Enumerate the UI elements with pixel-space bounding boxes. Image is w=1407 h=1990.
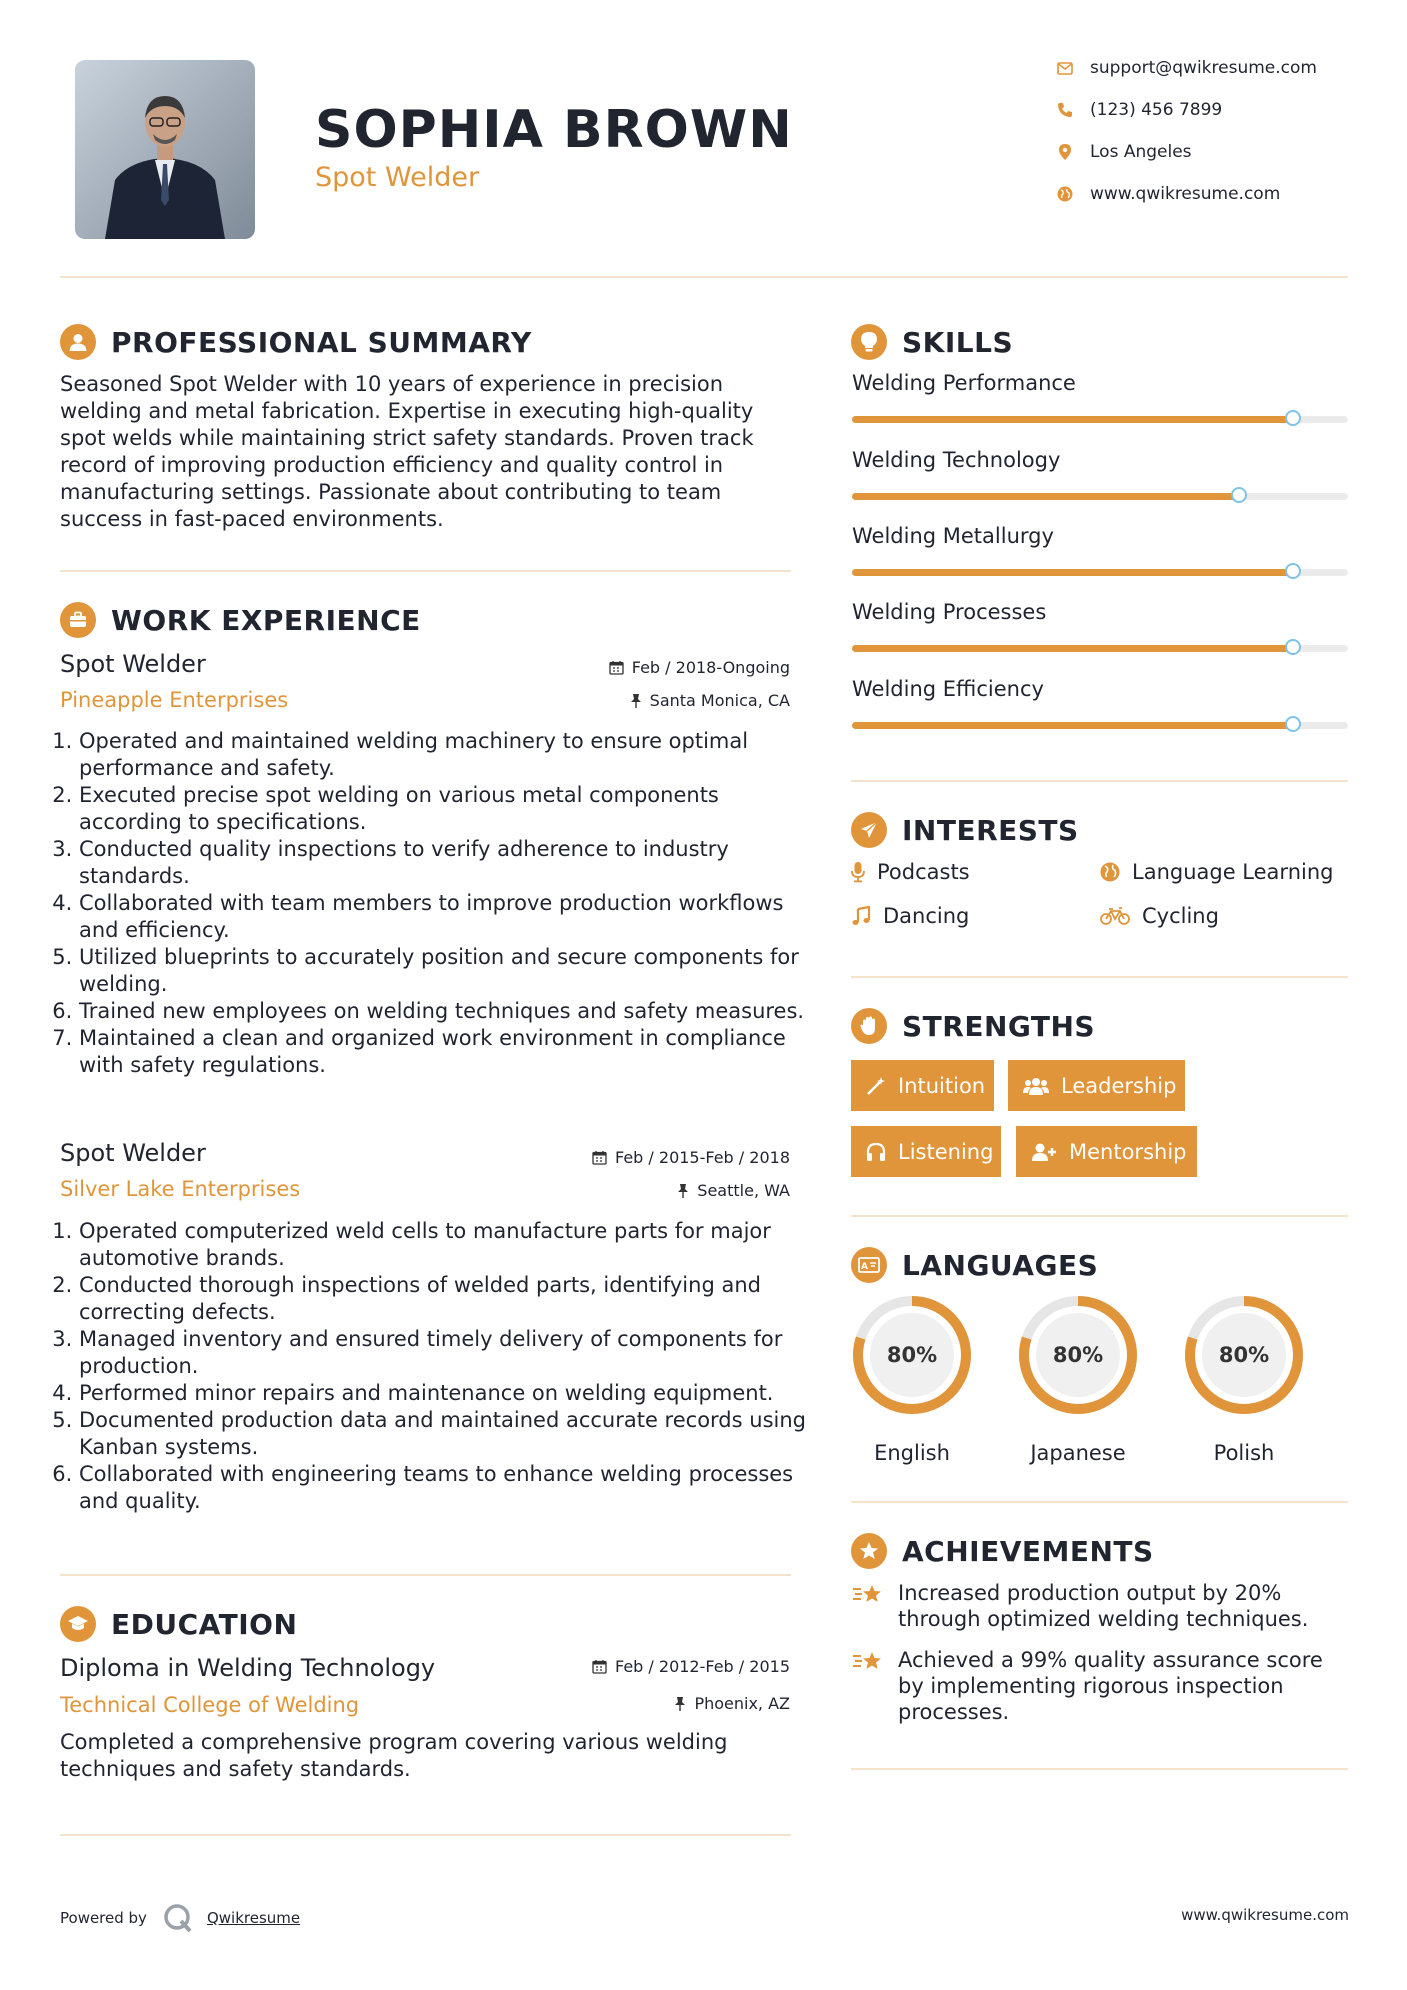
education-line: Completed a comprehensive program covering various welding [60,1730,728,1754]
strength-mentorship [1016,1126,1197,1177]
language-name: English [874,1441,950,1465]
languages-heading [851,1247,1098,1283]
job-location-text: Seattle, WA [697,1181,790,1200]
achievement-line: processes. [898,1700,1010,1724]
achievement-line: Achieved a 99% quality assurance score [898,1648,1323,1672]
list-item: 5. Utilized blueprints to accurately position and secure components for welding. [79,944,817,998]
magic-wand-icon [866,1076,886,1096]
strengths-divider [851,1215,1348,1217]
music-note-icon [851,906,871,926]
shooting-star-icon [852,1647,886,1725]
education-heading [60,1606,297,1642]
summary-line: spot welds while maintaining strict safety standards. Proven track [60,426,754,450]
list-item: 6. Trained new employees on welding techniques and safety measures. [79,998,817,1025]
strengths-title: STRENGTHS [902,1009,1096,1043]
graduation-icon [60,1606,96,1642]
skills-heading [851,324,1013,360]
skill-bar-fill [852,722,1293,729]
experience-divider [60,1574,791,1576]
contact-website[interactable] [1056,184,1280,204]
language-percent: 80% [1218,1343,1270,1367]
languages-title: LANGUAGES [902,1248,1099,1282]
header-divider [60,276,1348,278]
strengths-heading [851,1008,1095,1044]
footer-powered-by [60,1903,300,1933]
summary-divider [60,570,791,572]
language-name: Japanese [1030,1441,1126,1465]
degree-title: Diploma in Welding Technology [60,1654,436,1682]
language-percent: 80% [1052,1343,1104,1367]
user-icon [60,324,96,360]
profile-photo [75,60,255,239]
list-item: 3. Conducted quality inspections to verify adherence to industry standards. [79,836,817,890]
user-plus-icon [1031,1142,1057,1162]
list-item: 1. Operated and maintained welding machinery to ensure optimal performance and safety. [79,728,817,782]
summary-line: success in fast-paced environments. [60,507,444,531]
achievement-item [852,1647,1352,1725]
contact-phone-text: (123) 456 7899 [1090,100,1223,120]
skill-bar-fill [852,493,1239,500]
skill-bar [852,645,1348,652]
interest-dancing [851,904,969,928]
language-english [850,1293,974,1465]
skill-name: Welding Efficiency [852,677,1044,701]
achievements-divider [851,1768,1348,1770]
job-date [609,658,790,677]
achievement-line: by implementing rigorous inspection [898,1674,1284,1698]
summary-line: manufacturing settings. Passionate about contributing to team [60,480,722,504]
interest-cycling [1100,904,1219,928]
job-duties [60,1218,817,1515]
strength-label: Intuition [898,1073,986,1098]
globe-icon [1056,185,1074,203]
candidate-name: SOPHIA BROWN [315,100,793,160]
hand-icon [851,1008,887,1044]
list-item: 7. Maintained a clean and organized work environment in compliance with safety regulations. [79,1025,817,1079]
svg-text:A: A [861,1262,868,1272]
education-description [60,1729,800,1783]
education-date [592,1657,790,1676]
education-line: techniques and safety standards. [60,1757,411,1781]
microphone-icon [851,861,865,883]
skill-name: Welding Metallurgy [852,524,1054,548]
strength-leadership [1008,1060,1185,1111]
interests-divider [851,976,1348,978]
education-date-text: Feb / 2012-Feb / 2015 [615,1657,790,1676]
interests-heading [851,812,1079,848]
education-location [674,1694,790,1713]
skill-bar [852,416,1348,423]
job-title: Spot Welder [60,650,206,678]
job-location [677,1181,790,1200]
skill-bar-handle [1285,410,1301,426]
language-polish [1182,1293,1306,1465]
school-name: Technical College of Welding [60,1693,360,1717]
skill-name: Welding Technology [852,448,1061,472]
experience-title: WORK EXPERIENCE [111,603,421,637]
globe-icon [1100,862,1120,882]
education-title: EDUCATION [111,1607,298,1641]
users-icon [1023,1076,1049,1096]
calendar-icon [592,1659,607,1674]
summary-line: Seasoned Spot Welder with 10 years of experience in precision [60,372,724,396]
interest-label: Cycling [1142,904,1219,928]
job-title: Spot Welder [60,1139,206,1167]
pushpin-icon [630,693,642,708]
achievement-item [852,1580,1352,1632]
language-japanese [1016,1293,1140,1465]
strength-intuition [851,1060,994,1111]
achievements-title: ACHIEVEMENTS [902,1534,1154,1568]
contact-location [1056,142,1192,162]
interest-language-learning [1100,860,1333,884]
list-item: 2. Executed precise spot welding on various metal components according to specifications. [79,782,817,836]
company-name: Silver Lake Enterprises [60,1177,301,1201]
list-item: 6. Collaborated with engineering teams to enhance welding processes and quality. [79,1461,817,1515]
language-percent: 80% [886,1343,938,1367]
footer-website[interactable]: www.qwikresume.com [1181,1906,1349,1924]
job-date [592,1148,790,1167]
calendar-icon [592,1150,607,1165]
skill-bar-handle [1285,639,1301,655]
skill-bar [852,722,1348,729]
envelope-icon [1056,59,1074,77]
strength-listening [851,1126,1001,1177]
achievement-line: Increased production output by 20% [898,1581,1282,1605]
star-badge-icon [851,1533,887,1569]
strength-label: Listening [898,1139,994,1164]
summary-title: PROFESSIONAL SUMMARY [111,325,532,359]
strength-label: Leadership [1061,1073,1177,1098]
summary-line: welding and metal fabrication. Expertise in executing high-quality [60,399,754,423]
company-name: Pineapple Enterprises [60,688,289,712]
skill-bar-handle [1285,563,1301,579]
phone-icon [1056,101,1074,119]
paper-plane-icon [851,812,887,848]
interest-label: Podcasts [877,860,970,884]
job-date-text: Feb / 2018-Ongoing [631,658,790,677]
candidate-title: Spot Welder [315,162,480,193]
powered-by-text: Powered by [60,1909,147,1927]
job-location-text: Santa Monica, CA [649,691,790,710]
interest-podcasts [851,860,970,884]
list-item: 5. Documented production data and maintained accurate records using Kanban systems. [79,1407,817,1461]
skill-bar [852,569,1348,576]
contact-email-text: support@qwikresume.com [1090,58,1317,78]
headphones-icon [866,1142,886,1162]
interest-label: Dancing [883,904,970,928]
education-location-text: Phoenix, AZ [694,1694,790,1713]
education-divider [60,1834,791,1836]
pushpin-icon [677,1183,689,1198]
contact-location-text: Los Angeles [1090,142,1192,162]
contact-phone[interactable] [1056,100,1222,120]
skill-bar-fill [852,416,1293,423]
skills-title: SKILLS [902,325,1014,359]
skill-bar [852,493,1348,500]
contact-email[interactable] [1056,58,1317,78]
list-item: 1. Operated computerized weld cells to manufacture parts for major automotive brands. [79,1218,817,1272]
bicycle-icon [1100,907,1130,925]
experience-heading [60,602,421,638]
briefcase-icon [60,602,96,638]
interest-label: Language Learning [1132,860,1334,884]
contact-website-text: www.qwikresume.com [1090,184,1281,204]
job-duties [60,728,817,1079]
summary-text [60,371,800,533]
skill-bar-handle [1231,487,1247,503]
skill-name: Welding Performance [852,371,1076,395]
interests-title: INTERESTS [902,813,1079,847]
list-item: 3. Managed inventory and ensured timely delivery of components for production. [79,1326,817,1380]
list-item: 4. Collaborated with team members to improve production workflows and efficiency. [79,890,817,944]
languages-divider [851,1501,1348,1503]
language-icon [851,1247,887,1283]
strength-label: Mentorship [1069,1139,1187,1164]
list-item: 2. Conducted thorough inspections of welded parts, identifying and correcting defects. [79,1272,817,1326]
qwikresume-logo-icon [163,1903,193,1933]
skill-bar-fill [852,645,1293,652]
summary-line: record of improving production efficiency and quality control in [60,453,724,477]
achievement-line: through optimized welding techniques. [898,1607,1309,1631]
qwikresume-link[interactable]: Qwikresume [206,1909,301,1927]
pushpin-icon [674,1696,686,1711]
skill-name: Welding Processes [852,600,1047,624]
language-name: Polish [1213,1441,1275,1465]
skills-divider [851,780,1348,782]
skill-bar-fill [852,569,1293,576]
job-date-text: Feb / 2015-Feb / 2018 [615,1148,790,1167]
list-item: 4. Performed minor repairs and maintenance on welding equipment. [79,1380,817,1407]
lightbulb-icon [851,324,887,360]
skill-bar-handle [1285,716,1301,732]
achievements-heading [851,1533,1154,1569]
summary-heading [60,324,532,360]
map-pin-icon [1056,143,1074,161]
shooting-star-icon [852,1580,886,1632]
job-location [630,691,790,710]
calendar-icon [609,660,624,675]
